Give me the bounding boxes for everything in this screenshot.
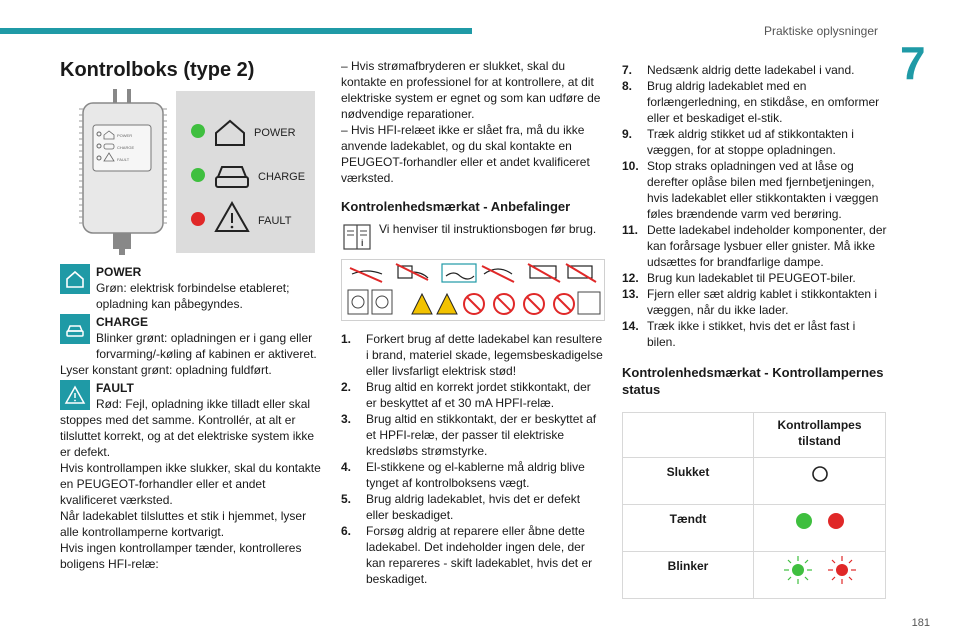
list-item: 10. Stop straks opladningen ved at låse og derefter oplåse bilen med fjernbetjeningen, hvis ladekablet eller stikkontakten i væggen føles brændende varm ved berøring. xyxy=(622,159,879,221)
status-text-charge-2: Lyser konstant grønt: opladning fuldført. xyxy=(60,363,272,377)
svg-text:FAULT: FAULT xyxy=(117,157,130,162)
status-text-fault-4: Hvis ingen kontrollamper tænder, kontrolleres boligens HFI-relæ: xyxy=(60,541,302,571)
recommendations-list xyxy=(341,331,604,587)
indicator-panel xyxy=(176,91,315,253)
status-head-charge: CHARGE xyxy=(96,315,149,329)
red-light-icon xyxy=(826,511,846,531)
list-item: 2. Brug altid en korrekt jordet stikkontakt, der er beskyttet af et 30 mA HPFI-relæ. xyxy=(341,380,591,410)
indicator-panel-graphic xyxy=(176,91,315,253)
red-blinking-light-icon xyxy=(826,554,858,586)
svg-text:CHARGE: CHARGE xyxy=(117,145,135,150)
svg-text:POWER: POWER xyxy=(117,133,133,138)
table-row xyxy=(623,457,885,504)
header-bar xyxy=(0,28,472,34)
column-3 xyxy=(622,62,887,599)
panel-label-fault: FAULT xyxy=(258,215,292,227)
row-label-blink: Blinker xyxy=(667,559,709,573)
page-number: 181 xyxy=(911,617,930,629)
list-item: 11. Dette ladekabel indeholder komponenter, der kan forårsage lysbuer eller gnister. Må ikke udsættes for brandfarlige dampe. xyxy=(622,223,887,269)
recommendations-heading: Kontrolenhedsmærkat - Anbefalinger xyxy=(341,199,571,214)
table-row xyxy=(623,551,885,598)
manual-note xyxy=(341,221,604,253)
table-header-row xyxy=(623,413,885,457)
home-icon xyxy=(60,264,90,294)
svg-text:i: i xyxy=(361,238,364,248)
column-2 xyxy=(341,58,604,587)
book-icon xyxy=(341,221,373,253)
chapter-number: 7 xyxy=(900,37,926,89)
car-icon xyxy=(60,314,90,344)
list-item: 4. El-stikkene og el-kablerne må aldrig blive tynget af kontrolboksens vægt. xyxy=(341,460,585,490)
warning-label-strip xyxy=(341,259,605,321)
list-item: 1. Forkert brug af dette ladekabel kan resultere i brand, materiel skade, legemsbeskadigelse eller livsfarligt elektrisk stød! xyxy=(341,332,603,378)
status-head-power: POWER xyxy=(96,265,142,279)
status-fault xyxy=(60,380,325,572)
manual-note-text: Vi henviser til instruktionsbogen før brug. xyxy=(379,222,597,236)
row-label-on: Tændt xyxy=(669,512,707,526)
power-indicator-light xyxy=(191,124,205,138)
status-text-power-1: Grøn: elektrisk forbindelse etableret; opladning kan påbegyndes. xyxy=(96,281,290,311)
status-charge xyxy=(60,314,325,378)
panel-label-power: POWER xyxy=(254,127,296,139)
light-on-cell xyxy=(753,505,885,551)
light-off-cell xyxy=(753,458,885,504)
status-text-fault-2: Hvis kontrollampen ikke slukker, skal du kontakte en PEUGEOT-forhandler eller et andet kvalificeret værksted. xyxy=(60,461,321,507)
list-item: 3. Brug altid en stikkontakt, der er beskyttet af et HPFI-relæ, der passer til elektriske kredsløbs strømstyrke. xyxy=(341,412,597,458)
indicator-status-table xyxy=(622,412,886,599)
list-item: 12. Brug kun ladekablet til PEUGEOT-biler. xyxy=(622,271,856,285)
car-icon xyxy=(218,167,246,177)
charge-indicator-light xyxy=(191,168,205,182)
green-light-icon xyxy=(794,511,814,531)
table-header: Kontrollampes tilstand xyxy=(753,413,885,457)
control-box-illustration xyxy=(75,89,170,255)
table-row xyxy=(623,504,885,551)
green-blinking-light-icon xyxy=(782,554,814,586)
status-power xyxy=(60,264,325,312)
intro-paragraph-2: – Hvis HFI-relæet ikke er slået fra, må du ikke anvende ladekablet, og du skal kontakte en PEUGEOT-forhandler eller et andet kvalificeret værksted. xyxy=(341,123,590,185)
list-item: 8. Brug aldrig ladekablet med en forlængerledning, en stikdåse, en omformer eller et beskadiget el-stik. xyxy=(622,79,880,125)
column-1 xyxy=(60,58,325,82)
warning-icon xyxy=(60,380,90,410)
panel-label-charge: CHARGE xyxy=(258,171,306,183)
status-descriptions xyxy=(60,264,325,572)
recommendations-list-continued xyxy=(622,62,887,350)
status-text-fault-3: Når ladekablet tilsluttes et stik i hjemmet, lyser alle kontrollamperne kortvarigt. xyxy=(60,509,307,539)
list-item: 5. Brug aldrig ladekablet, hvis det er defekt eller beskadiget. xyxy=(341,492,581,522)
list-item: 14. Træk ikke i stikket, hvis det er låst fast i bilen. xyxy=(622,319,856,349)
status-heading: Kontrolenhedsmærkat - Kontrollampernes status xyxy=(622,365,884,397)
section-title: Kontrolboks (type 2) xyxy=(60,59,255,81)
control-box-figure xyxy=(75,89,315,255)
status-text-fault-1: Rød: Fejl, opladning ikke tilladt eller skal stoppes med det samme. Kontrollér, at alt er tilsluttet korrekt, og at det elektriske system ikke er defekt. xyxy=(60,397,315,459)
warning-label-graphic xyxy=(342,260,604,320)
intro-paragraph-1: – Hvis strømafbryderen er slukket, skal du kontakte en professionel for at kontrollere, at dit elektriske system er egnet og som kan udføre de nødvendige reparationer. xyxy=(341,59,601,121)
list-item: 13. Fjern eller sæt aldrig kablet i stikkontakten i væggen, når du ikke lader. xyxy=(622,287,878,317)
light-off-icon xyxy=(810,464,830,484)
home-icon xyxy=(216,121,244,145)
light-blink-cell xyxy=(753,552,885,598)
status-head-fault: FAULT xyxy=(96,381,134,395)
list-item: 6. Forsøg aldrig at reparere eller åbne dette ladekabel. Det indeholder ingen dele, der kan repareres - skift ladekablet, hvis det er beskadiget. xyxy=(341,524,593,586)
list-item: 9. Træk aldrig stikket ud af stikkontakten i væggen, for at stoppe opladningen. xyxy=(622,127,854,157)
fault-indicator-light xyxy=(191,212,205,226)
list-item: 7. Nedsænk aldrig dette ladekabel i vand. xyxy=(622,63,855,77)
running-title: Praktiske oplysninger xyxy=(763,24,878,38)
status-text-charge-1: Blinker grønt: opladningen er i gang eller forvarming/-køling af kabinen er aktiveret. xyxy=(96,331,317,361)
row-label-off: Slukket xyxy=(666,465,710,479)
